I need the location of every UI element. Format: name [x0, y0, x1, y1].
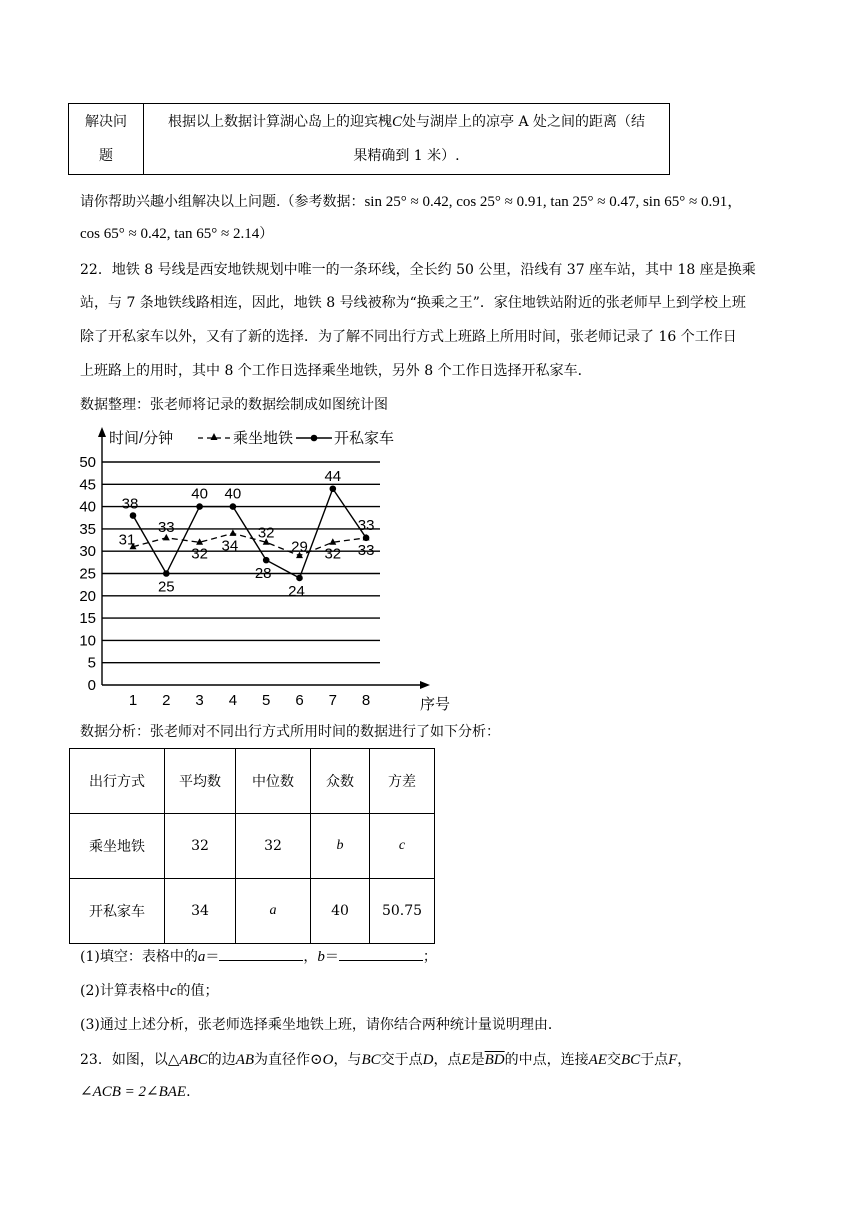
q23-line2 — [80, 1082, 191, 1102]
metro-data-label: 32 — [191, 545, 208, 563]
header-cell: 出行方式 — [70, 749, 165, 814]
x-tick-label: 8 — [361, 692, 371, 709]
var-b: b — [317, 949, 325, 965]
q23-t: 交 — [606, 1052, 621, 1068]
car-data-label: 33 — [357, 516, 375, 534]
car-point — [196, 503, 203, 510]
blank-b[interactable] — [339, 946, 423, 961]
blank-a[interactable] — [219, 946, 303, 961]
q23-t: 是 — [470, 1052, 485, 1068]
q21-text: 请你帮助兴趣小组解决以上问题.（参考数据： — [80, 194, 365, 210]
legend-car-label: 开私家车 — [334, 430, 395, 447]
table-cell: a — [236, 879, 311, 944]
table-cell: 50.75 — [370, 879, 435, 944]
y-tick-label: 0 — [87, 677, 96, 694]
label-line1: 解决问 — [85, 114, 127, 130]
table-row — [70, 814, 435, 879]
q21-math2: cos 65° ≈ 0.42, tan 65° ≈ 2.14 — [80, 226, 260, 242]
car-data-label: 24 — [288, 582, 305, 600]
data-analysis-text: 数据分析：张老师对不同出行方式所用时间的数据进行了如下分析： — [80, 724, 500, 740]
y-tick-label: 10 — [79, 632, 96, 650]
q23-t: 的中点，连接 — [504, 1052, 589, 1068]
q23-end: . — [186, 1084, 191, 1100]
q23-t: 23．如图，以 — [80, 1052, 168, 1068]
stats-table — [69, 748, 435, 944]
header-cell: 方差 — [370, 749, 435, 814]
car-data-label: 28 — [254, 565, 272, 583]
metro-data-label: 31 — [118, 531, 136, 549]
q23-t: ，点 — [433, 1052, 462, 1068]
metro-data-label: 33 — [357, 541, 375, 559]
eq-sign: ＝ — [205, 949, 220, 965]
y-tick-label: 25 — [79, 565, 96, 583]
y-tick-label: 5 — [87, 654, 96, 672]
car-point — [330, 485, 337, 492]
y-tick-label: 40 — [79, 498, 96, 516]
y-tick-labels — [79, 454, 96, 694]
metro-data-label: 32 — [324, 545, 342, 563]
semicolon: ； — [422, 949, 437, 965]
car-data-label: 25 — [157, 578, 175, 596]
table-cell: 32 — [165, 814, 236, 879]
metro-point — [229, 529, 236, 536]
label-line2: 题 — [99, 148, 113, 164]
q23-circle: ⊙O — [310, 1052, 334, 1068]
x-tick-label: 1 — [128, 692, 138, 709]
x-axis-label: 序号 — [420, 696, 451, 712]
header-cell: 中位数 — [236, 749, 311, 814]
metro-data-label: 32 — [257, 524, 275, 542]
line-chart — [78, 420, 468, 712]
q23-e: E — [461, 1052, 471, 1068]
q2-text-a: (2)计算表格中 — [80, 983, 170, 999]
q22-sub1 — [80, 946, 437, 967]
y-tick-label: 20 — [79, 587, 96, 605]
q23-f: F — [668, 1052, 678, 1068]
q22-para-4: 上班路上的用时，其中 8 个工作日选择乘坐地铁，另外 8 个工作日选择开私家车． — [80, 363, 592, 379]
x-tick-label: 6 — [295, 692, 304, 709]
car-point — [163, 570, 170, 577]
car-data-label: 38 — [121, 495, 139, 513]
table-content-cell — [144, 104, 670, 175]
q23-angle-eq: ∠ACB = 2∠BAE — [80, 1084, 187, 1100]
q2-text-b: 的值； — [176, 983, 219, 999]
car-data-label: 40 — [224, 485, 242, 503]
chart-series — [119, 468, 375, 600]
x-tick-labels — [129, 692, 450, 712]
table-label-cell — [69, 104, 144, 175]
q22-para-2: 站，与 7 条地铁线路相连，因此，地铁 8 号线被称为“换乘之王”．家住地铁站附近的张老师早上到学校上班 — [80, 295, 746, 311]
x-tick-label: 4 — [228, 692, 238, 709]
table-header-row — [70, 749, 435, 814]
q21-math1: sin 25° ≈ 0.42, cos 25° ≈ 0.91, tan 25° ≈ 0.47, sin 65° ≈ 0.91， — [364, 194, 743, 210]
table-cell: b — [311, 814, 370, 879]
q23-triangle: △ABC — [167, 1052, 208, 1068]
table-cell: 34 — [165, 879, 236, 944]
q23-t: ，与 — [333, 1052, 362, 1068]
table-cell: 40 — [311, 879, 370, 944]
q22-para-3: 除了开私家车以外，又有了新的选择．为了解不同出行方式上班路上所用时间，张老师记录了 16 个工作日 — [80, 329, 737, 345]
q21-line2 — [80, 224, 273, 244]
y-tick-label: 50 — [79, 454, 96, 471]
content-line1 — [150, 105, 663, 139]
x-tick-label: 5 — [262, 692, 271, 709]
q21-end: ） — [259, 226, 274, 242]
q23-t: ， — [677, 1052, 692, 1068]
header-cell: 众数 — [311, 749, 370, 814]
var-c: C — [391, 114, 402, 130]
q23-bc: BC — [361, 1052, 381, 1068]
q22-para-1: 22．地铁 8 号线是西安地铁规划中唯一的一条环线，全长约 50 公里，沿线有 37 座车站，其中 18 座是换乘 — [80, 262, 756, 278]
problem-table — [68, 103, 670, 175]
eq-sign: ＝ — [324, 949, 339, 965]
header-cell: 平均数 — [165, 749, 236, 814]
q23-t: 为直径作 — [254, 1052, 311, 1068]
car-point — [296, 575, 303, 582]
content-line2: 果精确到 1 米）. — [353, 148, 460, 164]
legend-metro-label: 乘坐地铁 — [233, 430, 294, 447]
legend-car-marker — [311, 435, 318, 442]
content-text-a: 根据以上数据计算湖心岛上的迎宾槐 — [167, 114, 392, 130]
comma: ， — [303, 949, 318, 965]
q23-t: 于点 — [640, 1052, 669, 1068]
metro-data-label: 29 — [291, 538, 308, 556]
q23-ae: AE — [588, 1052, 607, 1068]
var-a: a — [197, 949, 206, 965]
x-tick-label: 7 — [328, 692, 337, 709]
table-cell: 开私家车 — [70, 879, 165, 944]
table-cell: 乘坐地铁 — [70, 814, 165, 879]
x-tick-label: 2 — [162, 692, 171, 709]
table-cell: 32 — [236, 814, 311, 879]
legend-metro-marker — [211, 433, 218, 440]
q23-line1 — [80, 1050, 691, 1070]
car-point — [230, 503, 237, 510]
metro-data-label: 33 — [157, 518, 175, 536]
q23-t: 交于点 — [380, 1052, 423, 1068]
car-point — [263, 557, 270, 564]
q23-ab: AB — [235, 1052, 255, 1068]
car-data-label: 44 — [324, 467, 342, 485]
q23-d: D — [422, 1052, 434, 1068]
q23-bc: BC — [620, 1052, 641, 1068]
q22-sub2 — [80, 981, 219, 1001]
car-data-label: 40 — [191, 485, 208, 503]
q22-sub3: (3)通过上述分析，张老师选择乘坐地铁上班，请你结合两种统计量说明理由． — [80, 1017, 562, 1033]
x-axis-arrow — [420, 681, 430, 689]
table-row — [70, 879, 435, 944]
y-tick-label: 30 — [79, 543, 96, 561]
y-tick-label: 45 — [79, 476, 96, 494]
table-cell: c — [370, 814, 435, 879]
q23-t: 的边 — [207, 1052, 236, 1068]
x-tick-label: 3 — [195, 692, 204, 709]
content-text-b: 处与湖岸上的凉亭 A 处之间的距离（结 — [402, 114, 646, 130]
var-c: c — [169, 983, 177, 999]
car-point — [363, 535, 370, 542]
y-axis-arrow — [98, 427, 106, 437]
y-tick-label: 15 — [79, 610, 96, 628]
y-axis-label: 时间/分钟 — [109, 430, 174, 447]
y-tick-label: 35 — [79, 520, 96, 538]
chart-legend — [109, 429, 394, 447]
metro-data-label: 34 — [221, 537, 239, 555]
q23-arc-bd: $\overline{BD}$ — [484, 1052, 505, 1068]
car-point — [130, 512, 137, 519]
data-organize-text: 数据整理：张老师将记录的数据绘制成如图统计图 — [80, 397, 388, 413]
q21-line1 — [80, 192, 742, 212]
q1-text: (1)填空：表格中的 — [80, 949, 198, 965]
